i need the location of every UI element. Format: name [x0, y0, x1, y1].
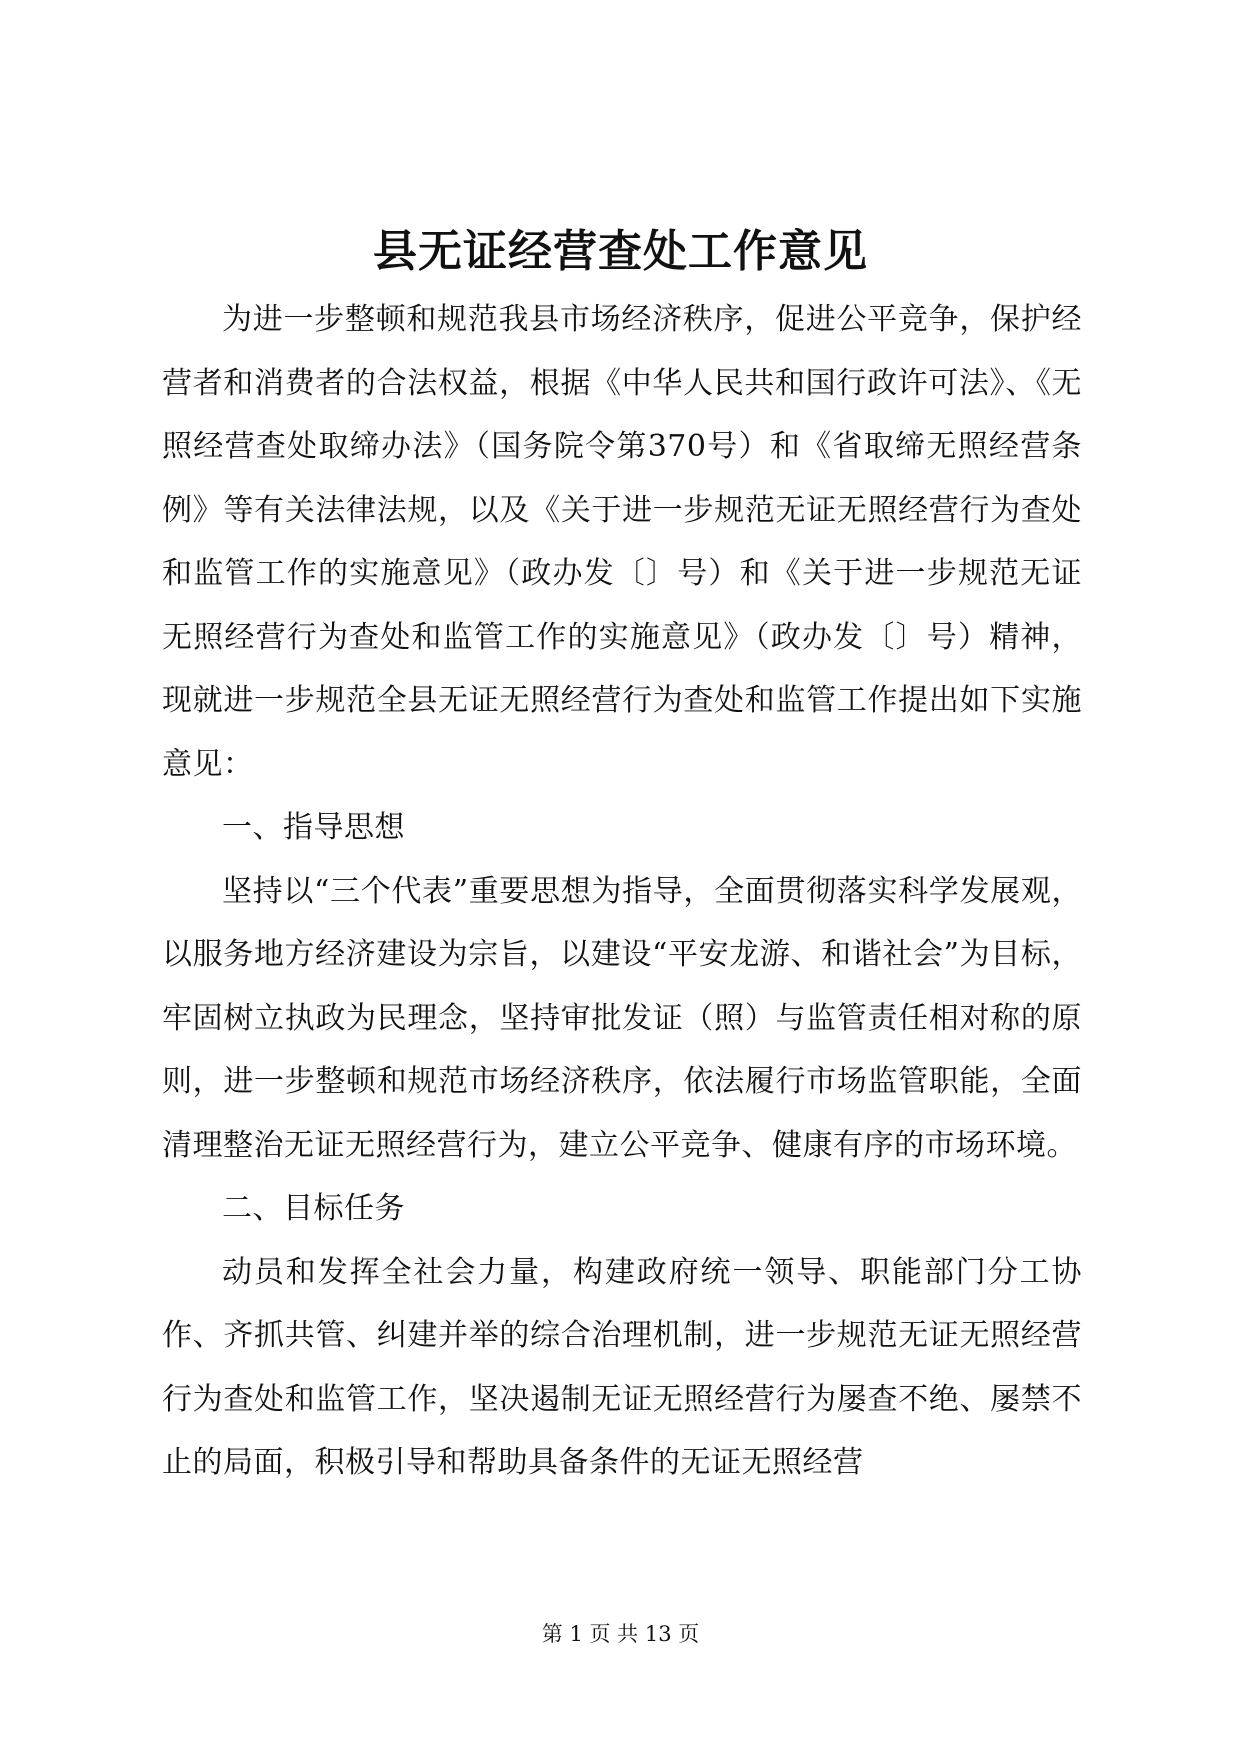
intro-paragraph: 为进一步整顿和规范我县市场经济秩序，促进公平竞争，保护经营者和消费者的合法权益，根据《中华人民共和国行政许可法》、《无照经营查处取缔办法》（国务院令第370号）和《省取缔无照经营条例》等有关法律法规，以及《关于进一步规范无证无照经营行为查处和监管工作的实施意见》（政办发〔〕号）和《关于进一步规范无证无照经营行为查处和监管工作的实施意见》（政办发〔〕号）精神，现就进一步规范全县无证无照经营行为查处和监管工作提出如下实施意见： [162, 302, 1082, 782]
goals-tasks-paragraph: 动员和发挥全社会力量，构建政府统一领导、职能部门分工协作、齐抓共管、纠建并举的综合治理机制，进一步规范无证无照经营行为查处和监管工作，坚决遏制无证无照经营行为屡查不绝、屡禁不止的局面，积极引导和帮助具备条件的无证无照经营 [162, 1254, 1082, 1480]
document-body [162, 288, 1082, 1495]
page-number-footer: 第 1 页 共 13 页 [541, 1622, 700, 1646]
document-title: 县无证经营查处工作意见 [373, 226, 868, 277]
guiding-ideology-paragraph: 坚持以“三个代表”重要思想为指导，全面贯彻落实科学发展观，以服务地方经济建设为宗旨，以建设“平安龙游、和谐社会”为目标，牢固树立执政为民理念，坚持审批发证（照）与监管责任相对称的原则，进一步整顿和规范市场经济秩序，依法履行市场监管职能，全面清理整治无证无照经营行为，建立公平竞争、健康有序的市场环境。 [162, 873, 1082, 1163]
section-heading-goals-tasks: 二、目标任务 [222, 1191, 405, 1226]
section-heading-guiding-ideology: 一、指导思想 [222, 810, 405, 845]
